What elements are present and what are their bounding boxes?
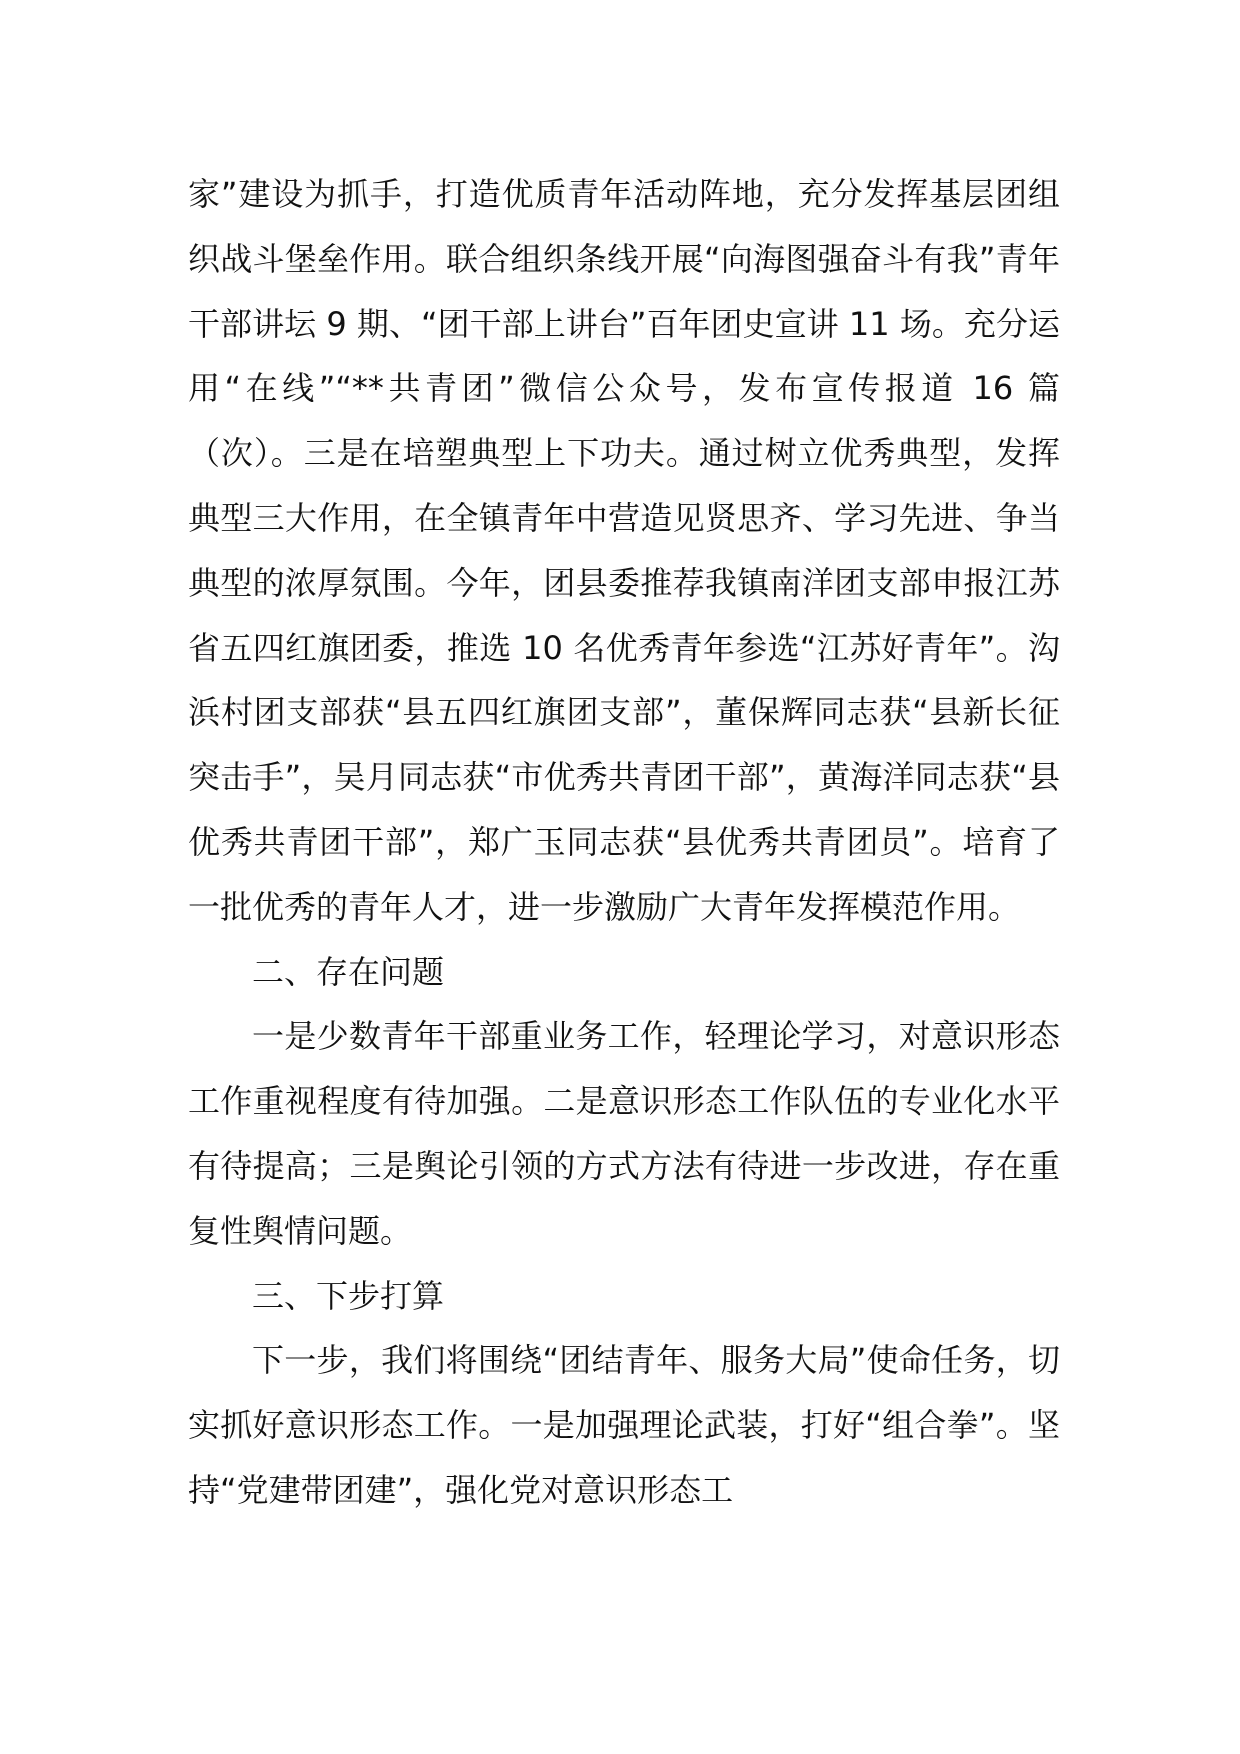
section-heading-next-steps: 三、下步打算 [252, 1276, 445, 1315]
section-heading-problems: 二、存在问题 [252, 952, 445, 991]
paragraph-achievements: 家”建设为抓手，打造优质青年活动阵地，充分发挥基层团组织战斗堡垒作用。联合组织条线开展“向海图强奋斗有我”青年干部讲坛 9 期、“团干部上讲台”百年团史宣讲 11 场。充分运用“在线”“**共青团”微信公众号，发布宣传报道 16 篇（次）。三是在培塑典型上下功夫。通过树立优秀典型，发挥典型三大作用，在全镇青年中营造见贤思齐、学习先进、争当典型的浓厚氛围。今年，团县委推荐我镇南洋团支部申报江苏省五四红旗团委，推选 10 名优秀青年参选“江苏好青年”。沟浜村团支部获“县五四红旗团支部”，董保辉同志获“县新长征突击手”，吴月同志获“市优秀共青团干部”，黄海洋同志获“县优秀共青团干部”，郑广玉同志获“县优秀共青团员”。培育了一批优秀的青年人才，进一步激励广大青年发挥模范作用。 [188, 175, 1060, 926]
paragraph-next-steps: 下一步，我们将围绕“团结青年、服务大局”使命任务，切实抓好意识形态工作。一是加强理论武装，打好“组合拳”。坚持“党建带团建”，强化党对意识形态工 [188, 1341, 1060, 1509]
paragraph-problems: 一是少数青年干部重业务工作，轻理论学习，对意识形态工作重视程度有待加强。二是意识形态工作队伍的专业化水平有待提高；三是舆论引领的方式方法有待进一步改进，存在重复性舆情问题。 [188, 1017, 1060, 1250]
document-body [188, 162, 1060, 1523]
